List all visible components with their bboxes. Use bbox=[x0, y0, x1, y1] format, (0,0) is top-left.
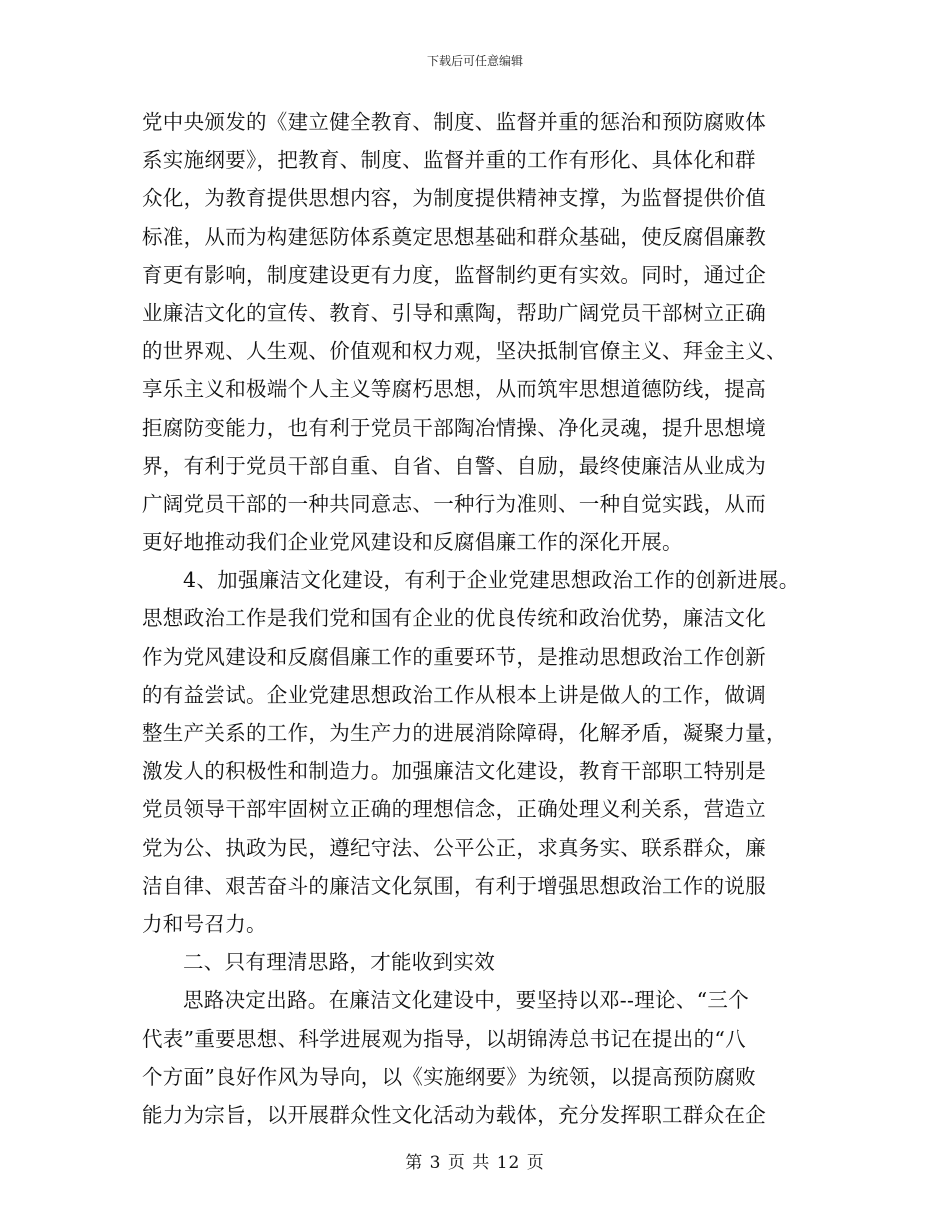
paragraph-line: 业廉洁文化的宣传、教育、引导和熏陶，帮助广阔党员干部树立正确 bbox=[142, 300, 766, 325]
paragraph-line: 代表”重要思想、科学进展观为指导，以胡锦涛总书记在提出的“八 bbox=[142, 1026, 746, 1051]
paragraph-line: 育更有影响，制度建设更有力度，监督制约更有实效。同时，通过企 bbox=[142, 262, 766, 287]
document-body bbox=[142, 103, 822, 1134]
paragraph-line: 激发人的积极性和制造力。加强廉洁文化建设，教育干部职工特别是 bbox=[142, 759, 766, 784]
paragraph-line: 界，有利于党员干部自重、自省、自警、自励，最终使廉洁从业成为 bbox=[142, 453, 766, 478]
paragraph-line: 作为党风建设和反腐倡廉工作的重要环节，是推动思想政治工作创新 bbox=[142, 644, 766, 669]
paragraph-line: 拒腐防变能力，也有利于党员干部陶冶情操、净化灵魂，提升思想境 bbox=[142, 415, 766, 440]
section-heading: 二、只有理清思路，才能收到实效 bbox=[183, 950, 495, 975]
paragraph-line: 享乐主义和极端个人主义等腐朽思想，从而筑牢思想道德防线，提高 bbox=[142, 377, 766, 402]
paragraph-line: 力和号召力。 bbox=[142, 911, 267, 936]
paragraph-line: 众化，为教育提供思想内容，为制度提供精神支撑，为监督提供价值 bbox=[142, 186, 766, 211]
paragraph-line: 的有益尝试。企业党建思想政治工作从根本上讲是做人的工作，做调 bbox=[142, 682, 766, 707]
paragraph-line: 4、加强廉洁文化建设，有利于企业党建思想政治工作的创新进展。 bbox=[183, 568, 800, 593]
paragraph-line: 洁自律、艰苦奋斗的廉洁文化氛围，有利于增强思想政治工作的说服 bbox=[142, 873, 766, 898]
paragraph-line: 思想政治工作是我们党和国有企业的优良传统和政治优势，廉洁文化 bbox=[142, 606, 766, 631]
paragraph-line: 系实施纲要》，把教育、制度、监督并重的工作有形化、具体化和群 bbox=[142, 148, 756, 173]
paragraph-line: 整生产关系的工作，为生产力的进展消除障碍，化解矛盾，凝聚力量， bbox=[142, 721, 787, 745]
paragraph-line: 党员领导干部牢固树立正确的理想信念，正确处理义利关系，营造立 bbox=[142, 797, 766, 822]
paragraph-line: 标准，从而为构建惩防体系奠定思想基础和群众基础，使反腐倡廉教 bbox=[142, 224, 766, 249]
paragraph-line: 广阔党员干部的一种共同意志、一种行为准则、一种自觉实践，从而 bbox=[142, 491, 766, 516]
paragraph-line: 能力为宗旨，以开展群众性文化活动为载体，充分发挥职工群众在企 bbox=[142, 1102, 766, 1127]
page-header: 下载后可任意编辑 bbox=[426, 54, 523, 68]
paragraph-line: 的世界观、人生观、价值观和权力观，坚决抵制官僚主义、拜金主义、 bbox=[142, 339, 787, 364]
paragraph-line: 党为公、执政为民，遵纪守法、公平公正，求真务实、联系群众，廉 bbox=[142, 835, 766, 860]
paragraph-line: 党中央颁发的《建立健全教育、制度、监督并重的惩治和预防腐败体 bbox=[142, 110, 766, 134]
paragraph-line: 个方面”良好作风为导向，以《实施纲要》为统领，以提高预防腐败 bbox=[142, 1064, 756, 1089]
paragraph-line: 思路决定出路。在廉洁文化建设中，要坚持以邓--理论、“三个 bbox=[183, 988, 750, 1013]
page-number-footer: 第 3 页 共 12 页 bbox=[405, 1153, 545, 1173]
paragraph-line: 更好地推动我们企业党风建设和反腐倡廉工作的深化开展。 bbox=[142, 530, 683, 555]
